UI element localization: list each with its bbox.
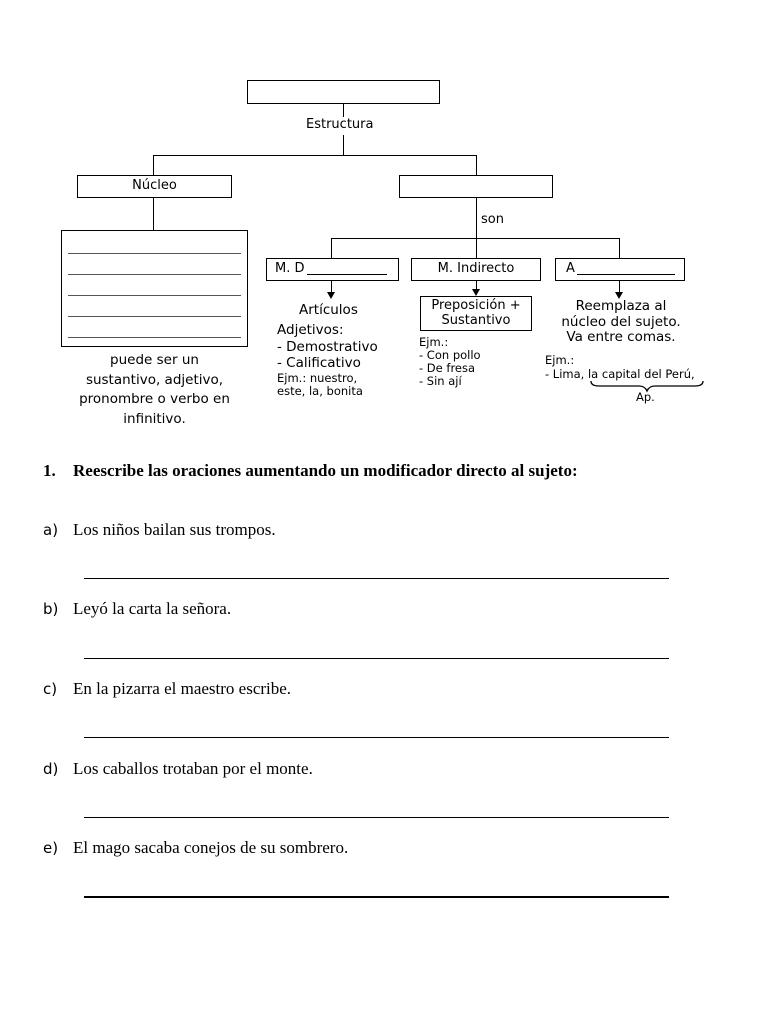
item-letter: a) (43, 521, 59, 539)
answer-line[interactable] (84, 658, 669, 659)
nucleus-description-line: puede ser un (110, 352, 199, 368)
answer-line[interactable] (84, 578, 669, 579)
arrow-down-icon (327, 292, 335, 299)
nucleus-box-label: Núcleo (132, 178, 177, 193)
son-label: son (481, 212, 504, 227)
mi-inner-line: Sustantivo (441, 313, 511, 328)
md-example-line: Ejm.: nuestro, (277, 371, 358, 385)
md-item: - Calificativo (277, 355, 361, 371)
item-letter: e) (43, 839, 59, 857)
mi-example: - Con pollo (419, 348, 481, 362)
exercise-heading (43, 461, 578, 481)
mi-box-label: M. Indirecto (437, 261, 515, 276)
mi-example: - De fresa (419, 361, 476, 375)
diagram-top-box (247, 80, 440, 104)
md-box-label: M. D (275, 261, 305, 276)
item-sentence: Leyó la carta la señora. (73, 599, 232, 618)
nucleus-description-line: infinitivo. (123, 410, 186, 427)
connector-line (476, 155, 477, 175)
mi-box (411, 258, 541, 281)
connector-line (153, 155, 476, 156)
a-example-title: Ejm.: (545, 353, 575, 367)
a-example-brace-label: Ap. (636, 390, 655, 404)
a-description-line: Va entre comas. (566, 329, 676, 345)
connector-line (331, 238, 332, 258)
a-box-label: A (566, 261, 575, 276)
answer-line[interactable] (84, 896, 669, 898)
answer-line[interactable] (84, 737, 669, 738)
nucleus-description-line: pronombre o verbo en (79, 391, 230, 407)
a-example-prefix: - Lima, (545, 367, 585, 381)
nucleus-description-line: sustantivo, adjetivo, (85, 371, 224, 388)
mi-example: - Sin ají (419, 374, 462, 388)
connector-line (331, 238, 619, 239)
nucleus-blanks-box (61, 230, 248, 347)
a-blank (577, 274, 675, 275)
mi-inner-box (420, 296, 532, 331)
nucleus-description (61, 351, 248, 429)
modifier-box (399, 175, 553, 198)
connector-line (476, 198, 477, 238)
md-box (266, 258, 399, 281)
a-description (548, 299, 694, 346)
connector-line (619, 238, 620, 258)
md-example-line: este, la, bonita (277, 384, 363, 398)
blank-line (68, 316, 241, 317)
item-sentence: Los niños bailan sus trompos. (73, 520, 276, 539)
md-subtitle: Adjetivos: (277, 322, 344, 338)
item-letter: c) (43, 680, 58, 698)
blank-line (68, 337, 241, 338)
connector-line (343, 104, 344, 117)
arrow-down-icon (472, 289, 480, 296)
a-example-apposition: la capital del Perú, (587, 367, 695, 381)
connector-line (343, 135, 344, 155)
connector-line (153, 198, 154, 230)
blank-line (68, 274, 241, 275)
a-box (555, 258, 685, 281)
item-sentence: El mago sacaba conejos de su sombrero. (73, 838, 349, 857)
nucleus-box (77, 175, 232, 198)
md-item: - Demostrativo (277, 339, 378, 355)
answer-line[interactable] (84, 817, 669, 818)
mi-example-title: Ejm.: (419, 335, 449, 349)
exercise-number: 1. (43, 461, 56, 480)
item-sentence: Los caballos trotaban por el monte. (73, 759, 313, 778)
md-blank (307, 274, 387, 275)
exercise-instruction: Reescribe las oraciones aumentando un modificador directo al sujeto: (73, 461, 578, 480)
blank-line (68, 295, 241, 296)
item-sentence: En la pizarra el maestro escribe. (73, 679, 292, 698)
structure-label: Estructura (306, 117, 374, 132)
mi-inner-line: Preposición + (431, 298, 521, 313)
a-description-line: núcleo del sujeto. (561, 313, 681, 330)
a-description-line: Reemplaza al (575, 298, 667, 314)
item-letter: d) (43, 760, 59, 778)
item-letter: b) (43, 600, 59, 618)
connector-line (476, 238, 477, 258)
md-title: Artículos (299, 302, 358, 318)
connector-line (153, 155, 154, 175)
blank-line (68, 253, 241, 254)
